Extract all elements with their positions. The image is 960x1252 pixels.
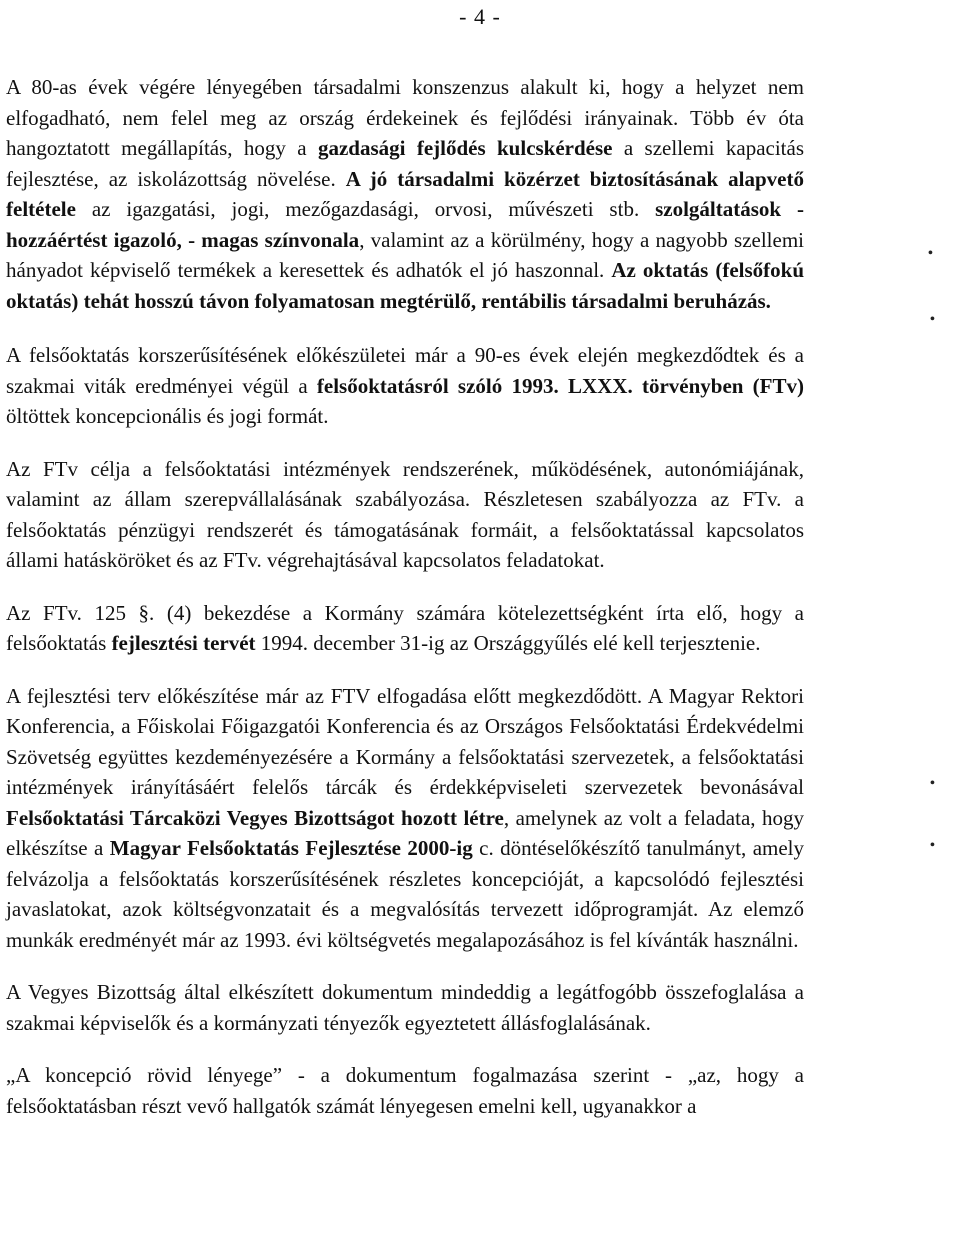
text-run: 1994. december 31-ig az Országgyűlés elé kell terjesztenie. <box>255 631 761 655</box>
bold-text-run: Magyar Felsőoktatás Fejlesztése 2000-ig <box>109 836 473 860</box>
text-run: c. döntéselőkészítő tanulmányt, amely felvázolja a felsőoktatás korszerűsítésének részletes koncepcióját, a kapcsolódó fejlesztési javaslatokat, azok költségvonzatait és a megvalósítás tervezett időprogramját. Az elemző munkák eredményét már az 1993. évi költségvetés megalapozásához is fel kívánták használni. <box>6 836 805 952</box>
paragraph-4 <box>6 598 804 659</box>
paragraph-6 <box>6 977 804 1038</box>
text-run: , valamint az a körülmény, hogy a nagyobb szellemi hányadot képviselő termékek a keresettek és adhatók el jó haszonnal. <box>6 227 804 282</box>
document-body <box>6 72 804 1149</box>
text-run: öltöttek koncepcionális és jogi formát. <box>6 404 329 428</box>
bold-text-run: A jó társadalmi közérzet biztosításának alapvető feltétele <box>6 166 804 221</box>
text-run: , amelynek az volt a feladata, hogy elkészítse a <box>6 805 804 860</box>
bold-text-run: fejlesztési tervét <box>111 631 256 655</box>
margin-dot-mark: • <box>930 776 935 791</box>
bold-text-run: Az oktatás (felsőfokú oktatás) tehát hosszú távon folyamatosan megtérülő, rentábilis társadalmi beruházás. <box>6 258 804 313</box>
text-run: Az FTv. 125 §. (4) bekezdése a Kormány számára kötelezettségként írta elő, hogy a felsőoktatás <box>6 600 804 655</box>
paragraph-1 <box>6 72 804 316</box>
paragraph-7 <box>6 1060 804 1121</box>
text-run: „A koncepció rövid lényege” - a dokumentum fogalmazása szerint - „az, hogy a felsőoktatásban részt vevő hallgatók számát lényegesen emelni kell, ugyanakkor a <box>6 1063 804 1118</box>
paragraph-2 <box>6 340 804 432</box>
text-run: A Vegyes Bizottság által elkészített dokumentum mindeddig a legátfogóbb összefoglalása a szakmai képviselők és a kormányzati tényezők egyeztetett állásfoglalásának. <box>6 980 804 1035</box>
bold-text-run: Felsőoktatási Tárcaközi Vegyes Bizottságot hozott létre <box>6 805 504 830</box>
text-run: Az FTv célja a felsőoktatási intézmények rendszerének, működésének, autonómiájának, valamint az állam szerepvállalásának szabályozása. Részletesen szabályozza az FTv. a felsőoktatás pénzügyi rendszerét és támogatásának formáit, a felsőoktatással kapcsolatos állami hatásköröket és az FTv. végrehajtásával kapcsolatos feladatokat. <box>6 456 804 572</box>
bold-text-run: szolgáltatások - hozzáértést igazoló, - magas színvonala <box>6 197 804 252</box>
page-number: - 4 - <box>459 4 501 29</box>
text-run: a szellemi kapacitás fejlesztése, az iskolázottság növelése. <box>6 136 805 191</box>
paragraph-5 <box>6 681 804 956</box>
margin-dot-mark: • <box>928 246 933 261</box>
text-run: A fejlesztési terv előkészítése már az FTV elfogadása előtt megkezdődött. A Magyar Rektori Konferencia, a Főiskolai Főigazgatói Konferencia és az Országos Felsőoktatási Érdekvédelmi Szövetség együttes kezdeményezésére a Kormány a felsőoktatási szervezetek, a felsőoktatási intézmények irányításáért felelős tárcák és érdekképviseleti szervezetek bevonásával <box>6 683 804 799</box>
bold-text-run: gazdasági fejlődés kulcskérdése <box>317 136 613 160</box>
text-run: A 80-as évek végére lényegében társadalmi konszenzus alakult ki, hogy a helyzet nem elfogadható, nem felel meg az ország érdekeinek és fejlődési irányainak. Több év óta hangoztatott megállapítás, hogy a <box>6 75 804 160</box>
bold-text-run: felsőoktatásról szóló 1993. LXXX. törvényben (FTv) <box>316 373 804 398</box>
margin-dot-mark: • <box>930 312 935 327</box>
margin-dot-mark: • <box>930 838 935 853</box>
paragraph-3 <box>6 454 804 576</box>
text-run: az igazgatási, jogi, mezőgazdasági, orvosi, művészeti stb. <box>75 197 656 221</box>
text-run: A felsőoktatás korszerűsítésének előkészületei már a 90-es évek elején megkezdődtek és a szakmai viták eredményei végül a <box>6 343 804 398</box>
